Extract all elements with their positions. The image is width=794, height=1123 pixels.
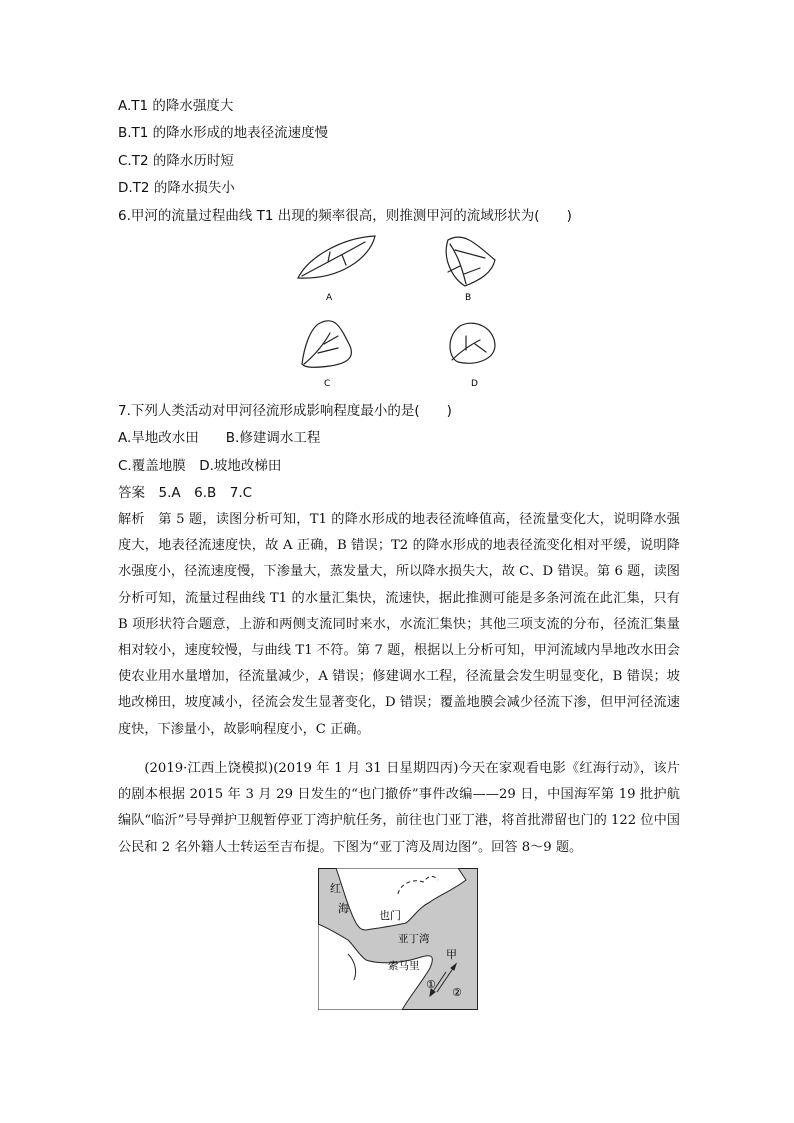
q5-option-a: A.T1 的降水强度大 [118, 98, 234, 114]
q7-options-row2: C.覆盖地膜 D.坡地改梯田 [118, 458, 282, 474]
basin-d-shape [450, 323, 495, 363]
label-gulf-of-aden: 亚丁湾 [398, 933, 430, 945]
q8-9-intro-paragraph: (2019·江西上饶模拟)(2019 年 1 月 31 日星期四丙)今天在家观看电影《红海行动》，该片的剧本根据 2015 年 3 月 29 日发生的“也门撤侨”事件改编——29 日，中国海军第 19 批护航编队“临沂”号导弹护卫舰暂停亚丁湾护航任务，前往也门亚丁港，将首批滞留也门的 122 位中国公民和 2 名外籍人士转运至吉布提。下图为“亚丁湾及周边图”。回答 8～9 题。 [118, 761, 680, 855]
label-red-sea-1: 红 [330, 882, 341, 895]
q5-option-d: D.T2 的降水损失小 [118, 180, 235, 196]
analysis-paragraph: 解析 第 5 题，读图分析可知，T1 的降水形成的地表径流峰值高，径流量变化大，说明降水强度大，地表径流速度快，故 A 正确，B 错误；T2 的降水形成的地表径流变化相对平缓，说明降水强度小，径流速度慢，下渗量大，蒸发量大，所以降水损失大，故 C、D 错误。第 6 题，读图分析可知，流量过程曲线 T1 的水量汇集快，流速快，据此推测可能是多条河流在此汇集，只有 B 项形状符合题意，上游和两侧支流同时来水，水流汇集快；其他三项支流的分布，径流汇集量相对较小，速度较慢，与曲线 T1 不符。第 7 题，根据以上分析可知，甲河流域内旱地改水田会使农业用水量增加，径流量减少，A 错误；修建调水工程，径流量会发生明显变化，B 错误；坡地改梯田，坡度减小，径流会发生显著变化，D 错误；覆盖地膜会减少径流下渗，但甲河径流速度快，下渗量小，故影响程度小，C 正确。 [118, 512, 680, 737]
basin-b-shape [446, 237, 495, 286]
label-red-sea-2: 海 [338, 902, 349, 915]
gulf-of-aden-map [318, 868, 478, 1010]
label-route-1: ① [426, 978, 436, 991]
label-route-2: ② [452, 986, 462, 999]
q7-stem: 7.下列人类活动对甲河径流形成影响程度最小的是( ) [118, 403, 452, 419]
basin-label-c: C [324, 379, 331, 389]
basin-shape-figure [280, 228, 530, 398]
q6-stem: 6.甲河的流量过程曲线 T1 出现的频率很高，则推测甲河的流域形状为( ) [118, 208, 572, 224]
basin-c-shape [302, 321, 351, 368]
label-yemen: 也门 [379, 909, 401, 922]
q7-options-row1: A.旱地改水田 B.修建调水工程 [118, 430, 321, 446]
basin-label-a: A [326, 293, 333, 303]
q5-option-b: B.T1 的降水形成的地表径流速度慢 [118, 125, 329, 141]
basin-label-b: B [465, 293, 472, 303]
label-somalia: 索马里 [388, 960, 420, 972]
answer-line: 答案 5.A 6.B 7.C [118, 485, 253, 501]
q5-option-c: C.T2 的降水历时短 [118, 153, 234, 169]
basin-a-shape [298, 236, 375, 278]
label-jia: 甲 [446, 948, 457, 961]
basin-label-d: D [471, 379, 478, 389]
